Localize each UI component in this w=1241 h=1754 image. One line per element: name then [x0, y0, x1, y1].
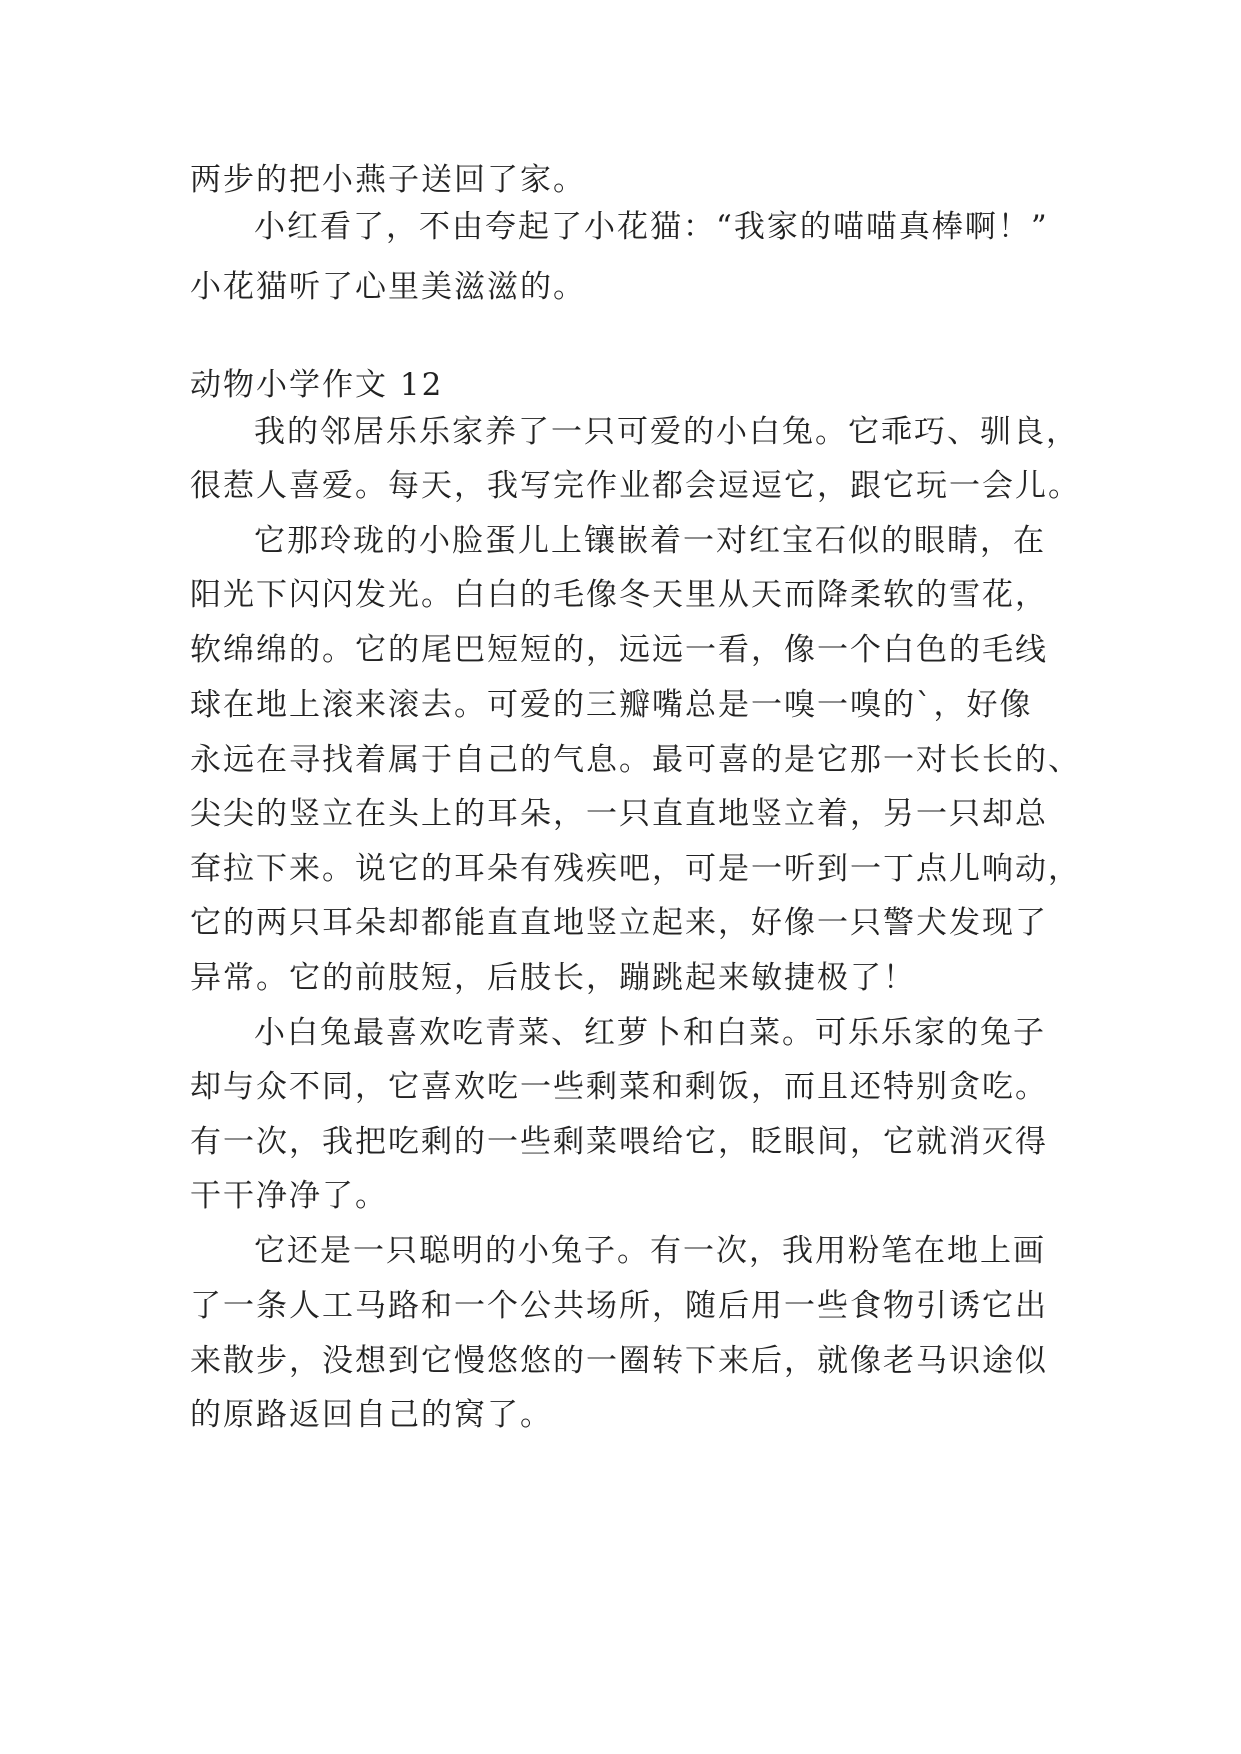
text-line: 两步的把小燕子送回了家。	[190, 162, 586, 198]
text-line: 阳光下闪闪发光。白白的毛像冬天里从天而降柔软的雪花，	[190, 577, 1048, 613]
section-title: 动物小学作文 12	[190, 367, 444, 403]
text-line: 它的两只耳朵却都能直直地竖立起来，好像一只警犬发现了	[190, 905, 1048, 941]
text-line: 干干净净了。	[190, 1178, 388, 1214]
text-line: 尖尖的竖立在头上的耳朵，一只直直地竖立着，另一只却总	[190, 796, 1048, 832]
text-line: 的原路返回自己的窝了。	[190, 1397, 553, 1433]
text-line: 有一次，我把吃剩的一些剩菜喂给它，眨眼间，它就消灭得	[190, 1124, 1048, 1160]
text-line: 软绵绵的。它的尾巴短短的，远远一看，像一个白色的毛线	[190, 632, 1048, 668]
text-line: 小白兔最喜欢吃青菜、红萝卜和白菜。可乐乐家的兔子	[254, 1015, 1046, 1051]
text-line: 来散步，没想到它慢悠悠的一圈转下来后，就像老马识途似	[190, 1343, 1048, 1379]
text-line: 小红看了，不由夸起了小花猫：“我家的喵喵真棒啊！”	[254, 209, 1049, 245]
text-line: 小花猫听了心里美滋滋的。	[190, 269, 586, 305]
text-line: 耷拉下来。说它的耳朵有残疾吧，可是一听到一丁点儿响动，	[190, 851, 1081, 887]
text-line: 它那玲珑的小脸蛋儿上镶嵌着一对红宝石似的眼睛，在	[254, 523, 1046, 559]
text-line: 球在地上滚来滚去。可爱的三瓣嘴总是一嗅一嗅的`，好像	[190, 687, 1033, 723]
text-line: 很惹人喜爱。每天，我写完作业都会逗逗它，跟它玩一会儿。	[190, 468, 1081, 504]
text-line: 却与众不同，它喜欢吃一些剩菜和剩饭，而且还特别贪吃。	[190, 1069, 1048, 1105]
text-line: 异常。它的前肢短，后肢长，蹦跳起来敏捷极了！	[190, 960, 916, 996]
text-line: 它还是一只聪明的小兔子。有一次，我用粉笔在地上画	[254, 1233, 1046, 1269]
text-line: 了一条人工马路和一个公共场所，随后用一些食物引诱它出	[190, 1288, 1048, 1324]
text-line: 永远在寻找着属于自己的气息。最可喜的是它那一对长长的、	[190, 742, 1081, 778]
text-line: 我的邻居乐乐家养了一只可爱的小白兔。它乖巧、驯良，	[254, 414, 1079, 450]
